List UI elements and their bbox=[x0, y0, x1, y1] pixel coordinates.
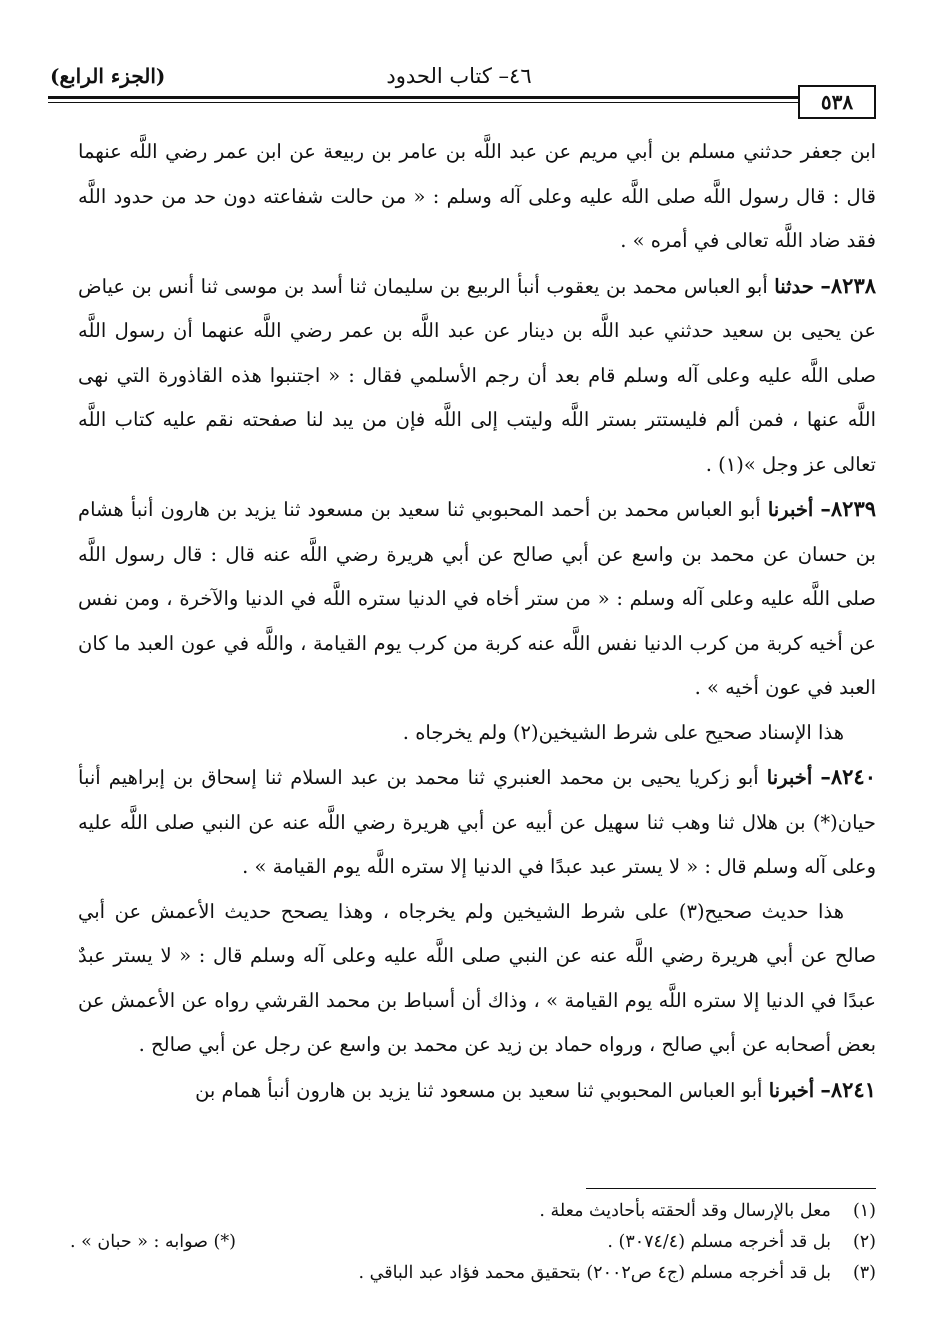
narration-verb: حدثنا bbox=[774, 274, 814, 298]
hadith-8241 bbox=[78, 1068, 876, 1114]
footnote-number: (٣) bbox=[852, 1263, 876, 1283]
header-rule-thin bbox=[48, 102, 828, 103]
paragraph bbox=[78, 130, 876, 264]
footnote-text: بل قد أخرجه مسلم (٣٠٧٤/٤) . bbox=[607, 1232, 831, 1252]
grading-note bbox=[78, 711, 876, 756]
footnote-number: (٢) bbox=[852, 1232, 876, 1252]
paragraph-text: أبو العباس المحبوبي ثنا سعيد بن مسعود ثنا يزيد بن هارون أنبأ همام بن bbox=[195, 1078, 763, 1102]
volume-label: (الجزء الرابع) bbox=[50, 64, 166, 88]
footnote-separator bbox=[586, 1188, 876, 1189]
narration-verb: أخبرنا bbox=[766, 766, 813, 789]
footnote-text: بل قد أخرجه مسلم (ج٤ ص٢٠٠٢) بتحقيق محمد فؤاد عبد الباقي . bbox=[358, 1263, 831, 1283]
paragraph-text: أبو زكريا يحيى بن محمد العنبري ثنا محمد بن عبد السلام ثنا إسحاق بن إبراهيم أنبأ حيان(*) بن هلال ثنا وهب ثنا سهيل عن أبيه عن أبي هريرة رضي اللَّه عنه عن النبي صلى اللَّه عليه وعلى آله وسلم قال : « لا يستر عبد عبدًا في الدنيا إلا ستره اللَّه يوم القيامة » . bbox=[78, 766, 876, 878]
hadith-number: ٨٢٣٨– bbox=[820, 272, 877, 298]
paragraph-text: أبو العباس محمد بن يعقوب أنبأ الربيع بن سليمان ثنا أسد بن موسى ثنا أنس بن عياض عن يحيى بن سعيد حدثني عبد اللَّه بن دينار عن عبد اللَّه بن عمر رضي اللَّه عنهما أن رسول اللَّه صلى اللَّه عليه وعلى آله وسلم قام بعد أن رجم الأسلمي فقال : « اجتنبوا هذه القاذورة التي نهى اللَّه عنها ، فمن ألم فليستتر بستر اللَّه وليتب إلى اللَّه فإن من يبد لنا صفحته نقم عليه كتاب اللَّه تعالى عز وجل »(١) . bbox=[78, 274, 876, 476]
page-header bbox=[48, 62, 870, 98]
hadith-8239 bbox=[78, 487, 876, 711]
paragraph-text: هذا حديث صحيح(٣) على شرط الشيخين ولم يخرجاه ، وهذا يصحح حديث الأعمش عن أبي صالح عن أبي هريرة رضي اللَّه عنه عن النبي صلى اللَّه عليه وعلى آله وسلم قال : « لا يستر عبدٌ عبدًا في الدنيا إلا ستره اللَّه يوم القيامة » ، وذاك أن أسباط بن محمد القرشي رواه عن الأعمش عن بعض أصحابه عن أبي صالح ، ورواه حماد بن زيد عن محمد بن واسع عن رجل عن أبي صالح . bbox=[78, 899, 876, 1056]
hadith-number: ٨٢٣٩– bbox=[820, 496, 877, 521]
hadith-8238 bbox=[78, 264, 876, 488]
footnote-star: (*) صوابه : « حبان » . bbox=[70, 1232, 236, 1252]
footnote-text: معل بالإرسال وقد ألحقته بأحاديث معلة . bbox=[539, 1201, 831, 1221]
main-text bbox=[78, 130, 876, 1113]
book-title: ٤٦– كتاب الحدود bbox=[386, 64, 532, 88]
header-rule bbox=[48, 96, 828, 99]
hadith-8240 bbox=[78, 755, 876, 890]
footnote-3 bbox=[70, 1258, 876, 1289]
footnote-1 bbox=[70, 1196, 876, 1227]
page-number: ٥٣٨ bbox=[798, 85, 876, 119]
paragraph-text: أبو العباس محمد بن أحمد المحبوبي ثنا سعيد بن مسعود ثنا يزيد بن هارون أنبأ هشام بن حسان عن محمد بن واسع عن أبي صالح عن أبي هريرة رضي اللَّه عنه قال : قال رسول اللَّه صلى اللَّه عليه وعلى آله وسلم : « من ستر أخاه في الدنيا ستره اللَّه في الدنيا والآخرة ، ومن نفس عن أخيه كربة من كرب الدنيا نفس اللَّه عنه كربة من كرب يوم القيامة ، واللَّه في عون العبد ما كان العبد في عون أخيه » . bbox=[78, 498, 876, 699]
paragraph-text: هذا الإسناد صحيح على شرط الشيخين(٢) ولم يخرجاه . bbox=[402, 720, 844, 744]
paragraph-text: ابن جعفر حدثني مسلم بن أبي مريم عن عبد اللَّه بن عامر بن ربيعة عن ابن عمر رضي اللَّه عنهما قال : قال رسول اللَّه صلى اللَّه عليه وعلى آله وسلم : « من حالت شفاعته دون حد من حدود اللَّه فقد ضاد اللَّه تعالى في أمره » . bbox=[78, 140, 876, 252]
hadith-number: ٨٢٤١– bbox=[820, 1076, 876, 1102]
hadith-number: ٨٢٤٠– bbox=[820, 764, 876, 789]
footnote-2 bbox=[70, 1227, 876, 1258]
narration-verb: أخبرنا bbox=[768, 1078, 815, 1102]
footnotes bbox=[70, 1196, 876, 1289]
footnote-number: (١) bbox=[852, 1201, 876, 1221]
narration-verb: أخبرنا bbox=[767, 498, 814, 521]
grading-note bbox=[78, 890, 876, 1068]
